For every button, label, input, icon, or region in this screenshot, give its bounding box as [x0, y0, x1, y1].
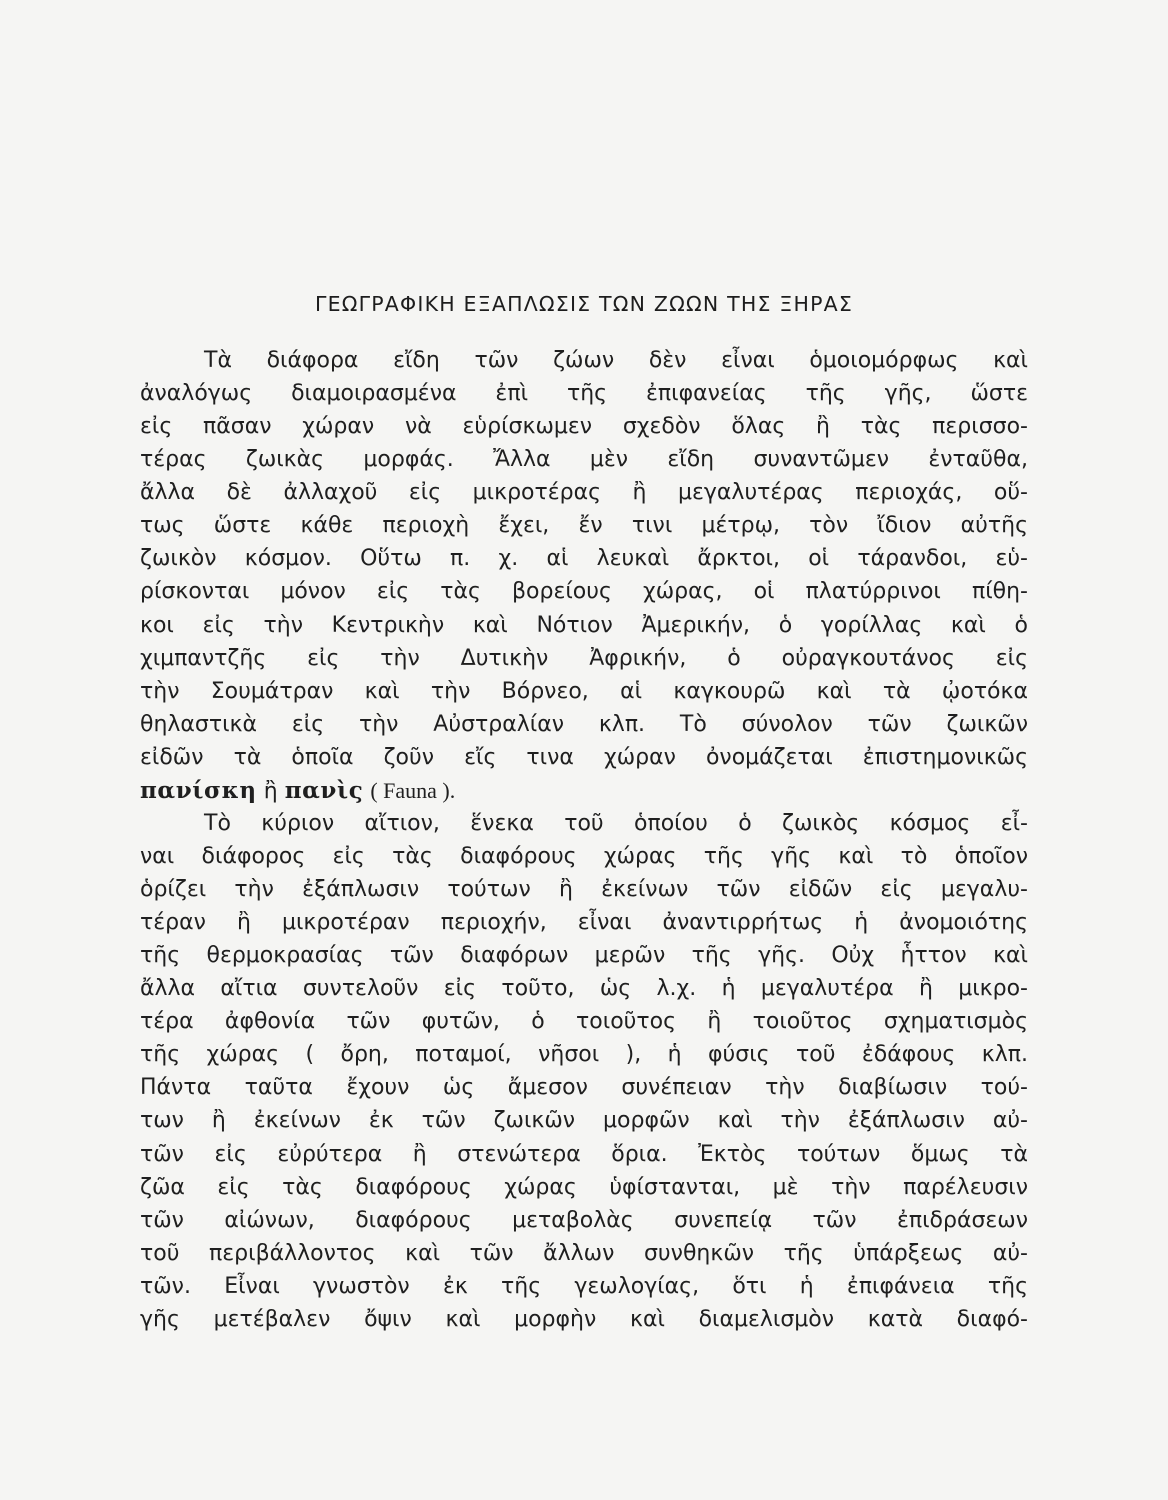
text-line: εἰς πᾶσαν χώραν νὰ εὑρίσκωμεν σχεδὸν ὅλας ἢ τὰς περισσο-	[140, 414, 1028, 440]
text-line: ἀναλόγως διαμοιρασμένα ἐπὶ τῆς ἐπιφανείας τῆς γῆς, ὥστε	[140, 381, 1028, 407]
text-line: τῆς θερμοκρασίας τῶν διαφόρων μερῶν τῆς γῆς. Οὐχ ἧττον καὶ	[140, 943, 1028, 969]
text-line: των ἢ ἐκείνων ἐκ τῶν ζωικῶν μορφῶν καὶ τὴν ἐξάπλωσιν αὐ-	[140, 1108, 1028, 1134]
text-line: τῶν αἰώνων, διαφόρους μεταβολὰς συνεπείᾳ τῶν ἐπιδράσεων	[140, 1207, 1028, 1233]
text-line: ναι διάφορος εἰς τὰς διαφόρους χώρας τῆς γῆς καὶ τὸ ὁποῖον	[140, 843, 1028, 869]
text-line: ἄλλα αἴτια συντελοῦν εἰς τοῦτο, ὡς λ.χ. ἡ μεγαλυτέρα ἢ μικρο-	[140, 976, 1028, 1002]
text-line: χιμπαντζῆς εἰς τὴν Δυτικὴν Ἀφρικήν, ὁ οὐραγκουτάνος εἰς	[140, 645, 1028, 671]
text-line: γῆς μετέβαλεν ὄψιν καὶ μορφὴν καὶ διαμελισμὸν κατὰ διαφό-	[140, 1306, 1028, 1332]
text-line: Τὸ κύριον αἴτιον, ἕνεκα τοῦ ὁποίου ὁ ζωικὸς κόσμος εἶ-	[204, 810, 1028, 836]
text-line: τῶν εἰς εὐρύτερα ἢ στενώτερα ὅρια. Ἐκτὸς τούτων ὅμως τὰ	[140, 1141, 1028, 1167]
text-line: ζωικὸν κόσμον. Οὕτω π. χ. αἱ λευκαὶ ἄρκτοι, οἱ τάρανδοι, εὑ-	[140, 546, 1028, 572]
text-line: Πάντα ταῦτα ἔχουν ὡς ἄμεσον συνέπειαν τὴν διαβίωσιν τού-	[140, 1075, 1028, 1101]
text-line-final	[140, 774, 1028, 807]
text-line: τοῦ περιβάλλοντος καὶ τῶν ἄλλων συνθηκῶν τῆς ὑπάρξεως αὐ-	[140, 1240, 1028, 1266]
text-line: Τὰ διάφορα εἴδη τῶν ζώων δὲν εἶναι ὁμοιομόρφως καὶ	[204, 348, 1028, 373]
text-line: τέρα ἀφθονία τῶν φυτῶν, ὁ τοιοῦτος ἢ τοιοῦτος σχηματισμὸς	[140, 1009, 1028, 1035]
term-paniski: πανίσκη	[140, 776, 257, 804]
text-line: κοι εἰς τὴν Κεντρικὴν καὶ Νότιον Ἀμερικήν, ὁ γορίλλας καὶ ὁ	[140, 612, 1028, 638]
text-line: ὁρίζει τὴν ἐξάπλωσιν τούτων ἢ ἐκείνων τῶν εἰδῶν εἰς μεγαλυ-	[140, 877, 1028, 902]
text-line: τὴν Σουμάτραν καὶ τὴν Βόρνεο, αἱ καγκουρῶ καὶ τὰ ᾠοτόκα	[140, 678, 1028, 704]
latin-term: ( Fauna ).	[370, 777, 456, 803]
conjunction: ἢ	[263, 778, 278, 804]
chapter-title: ΓΕΩΓΡΑΦΙΚΗ ΕΞΑΠΛΩΣΙΣ ΤΩΝ ΖΩΩΝ ΤΗΣ ΞΗΡΑΣ	[314, 292, 854, 316]
paragraph-1	[140, 344, 1028, 807]
text-line: τῶν. Εἶναι γνωστὸν ἐκ τῆς γεωλογίας, ὅτι ἡ ἐπιφάνεια τῆς	[140, 1273, 1028, 1299]
text-line: τως ὥστε κάθε περιοχὴ ἔχει, ἔν τινι μέτρῳ, τὸν ἴδιον αὐτῆς	[140, 513, 1028, 539]
text-line: ρίσκονται μόνον εἰς τὰς βορείους χώρας, οἱ πλατύρρινοι πίθη-	[140, 579, 1028, 605]
text-line: τέρας ζωικὰς μορφάς. Ἄλλα μὲν εἴδη συναντῶμεν ἐνταῦθα,	[140, 447, 1028, 473]
text-line: τῆς χώρας ( ὄρη, ποταμοί, νῆσοι ), ἡ φύσις τοῦ ἐδάφους κλπ.	[140, 1042, 1028, 1068]
term-panis: πανὶς	[284, 776, 364, 804]
text-line: ἄλλα δὲ ἀλλαχοῦ εἰς μικροτέρας ἢ μεγαλυτέρας περιοχάς, οὕ-	[140, 480, 1028, 506]
body-text	[140, 344, 1028, 1336]
paragraph-2	[140, 807, 1028, 1336]
text-line: εἰδῶν τὰ ὁποῖα ζοῦν εἴς τινα χώραν ὀνομάζεται ἐπιστημονικῶς	[140, 744, 1028, 770]
text-line: θηλαστικὰ εἰς τὴν Αὐστραλίαν κλπ. Τὸ σύνολον τῶν ζωικῶν	[140, 711, 1028, 737]
text-line: ζῶα εἰς τὰς διαφόρους χώρας ὑφίστανται, μὲ τὴν παρέλευσιν	[140, 1174, 1028, 1200]
text-line: τέραν ἢ μικροτέραν περιοχήν, εἶναι ἀναντιρρήτως ἡ ἀνομοιότης	[140, 910, 1028, 936]
